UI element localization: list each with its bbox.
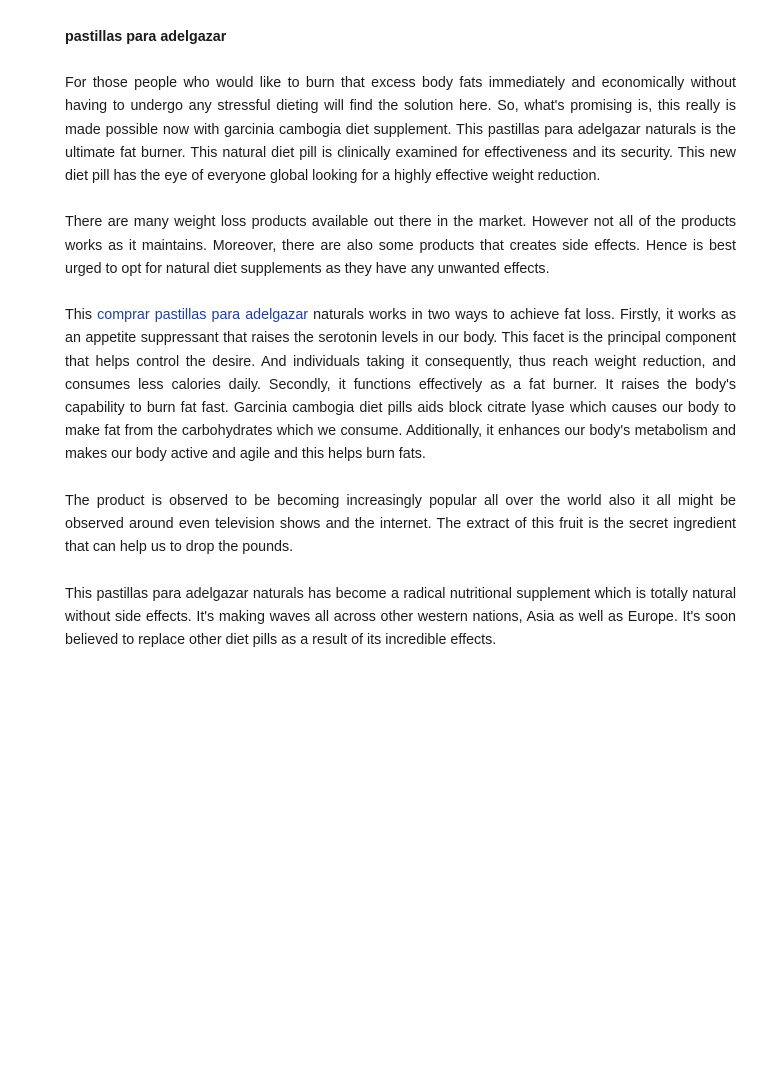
- paragraph-conclusion: This pastillas para adelgazar naturals has become a radical nutritional supplement which is totally natural without side effects. It's making waves all across other western nations, Asia as well as Europe. It's soon believed to replace other diet pills as a result of its incredible effects.: [65, 585, 736, 649]
- paragraph-text-before-link: This: [65, 307, 98, 324]
- paragraph-popularity: The product is observed to be becoming increasingly popular all over the world also it all might be observed around even television shows and the internet. The extract of this fruit is the secret ingredient that can help us to drop the pounds.: [65, 492, 736, 556]
- document-title: pastillas para adelgazar: [65, 29, 227, 45]
- document-page: [65, 26, 736, 675]
- paragraph-how-it-works: [65, 304, 736, 466]
- paragraph-text-after-link: naturals works in two ways to achieve fat loss. Firstly, it works as an appetite suppressant that raises the serotonin levels in our body. This facet is the principal component that helps control the desire. And individuals taking it consequently, thus reach weight reduction, and consumes less calories daily. Secondly, it functions effectively as a fat burner. It raises the body's capability to burn fat fast. Garcinia cambogia diet pills aids block citrate lyase which causes our body to make fat from the carbohydrates which we consume. Additionally, it enhances our body's metabolism and makes our body active and agile and this helps burn fats.: [65, 307, 736, 463]
- paragraph-intro: For those people who would like to burn that excess body fats immediately and economically without having to undergo any stressful dieting will find the solution here. So, what's promising is, this really is made possible now with garcinia cambogia diet supplement. This pastillas para adelgazar naturals is the ultimate fat burner. This natural diet pill is clinically examined for effectiveness and its security. This new diet pill has the eye of everyone global looking for a highly effective weight reduction.: [65, 75, 736, 185]
- paragraph-products: There are many weight loss products available out there in the market. However not all of the products works as it maintains. Moreover, there are also some products that creates side effects. Hence is best urged to opt for natural diet supplements as they have any unwanted effects.: [65, 214, 736, 277]
- comprar-pastillas-link[interactable]: comprar pastillas para adelgazar: [97, 307, 309, 324]
